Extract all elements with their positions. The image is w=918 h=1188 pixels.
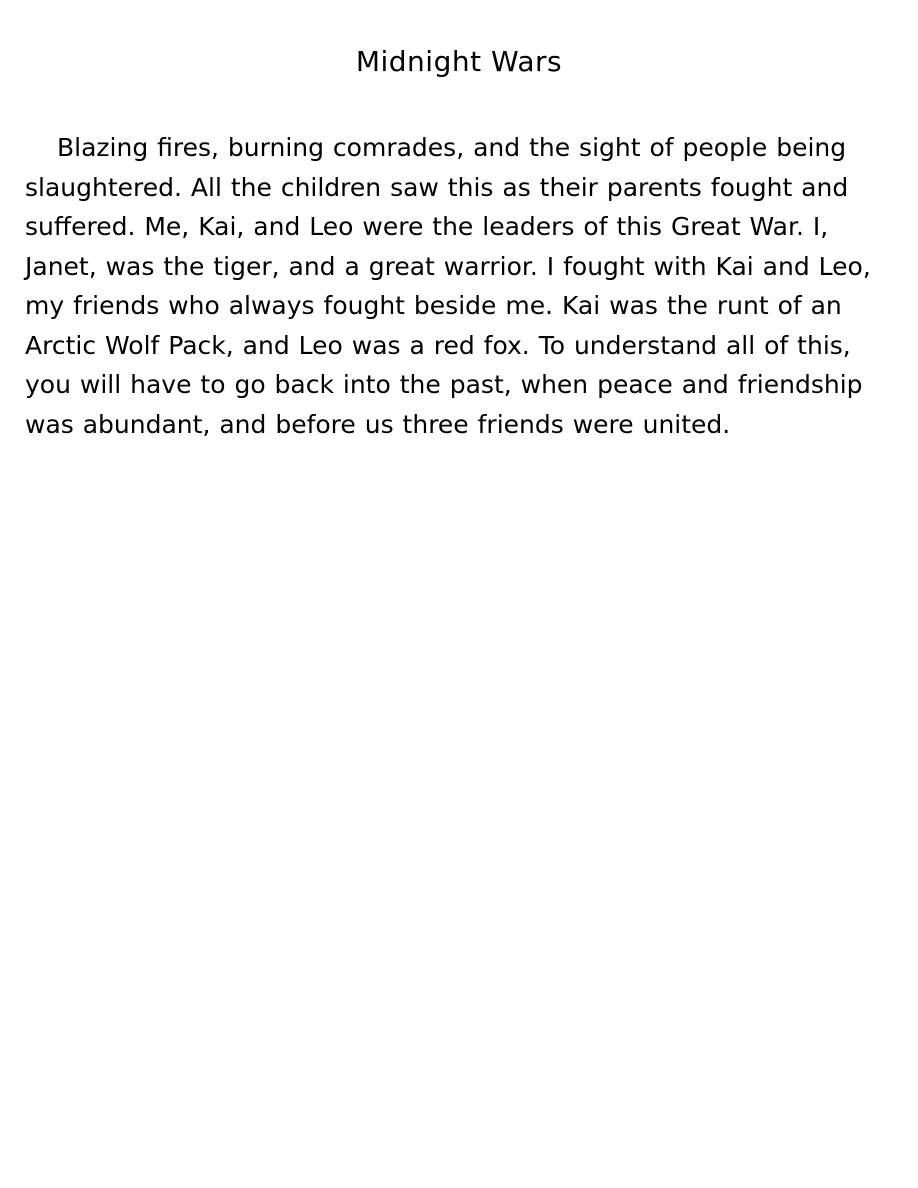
document-body: [0, 80, 918, 444]
story-paragraph: Blazing fires, burning comrades, and the sight of people being slaughtered. All the children saw this as their parents fought and suffered. Me, Kai, and Leo were the leaders of this Great War. I, Janet, was the tiger, and a great warrior. I fought with Kai and Leo, my friends who always fought beside me. Kai was the runt of an Arctic Wolf Pack, and Leo was a red fox. To understand all of this, you will have to go back into the past, when peace and friendship was abundant, and before us three friends were united.: [25, 133, 871, 439]
document-title: Midnight Wars: [355, 45, 563, 78]
